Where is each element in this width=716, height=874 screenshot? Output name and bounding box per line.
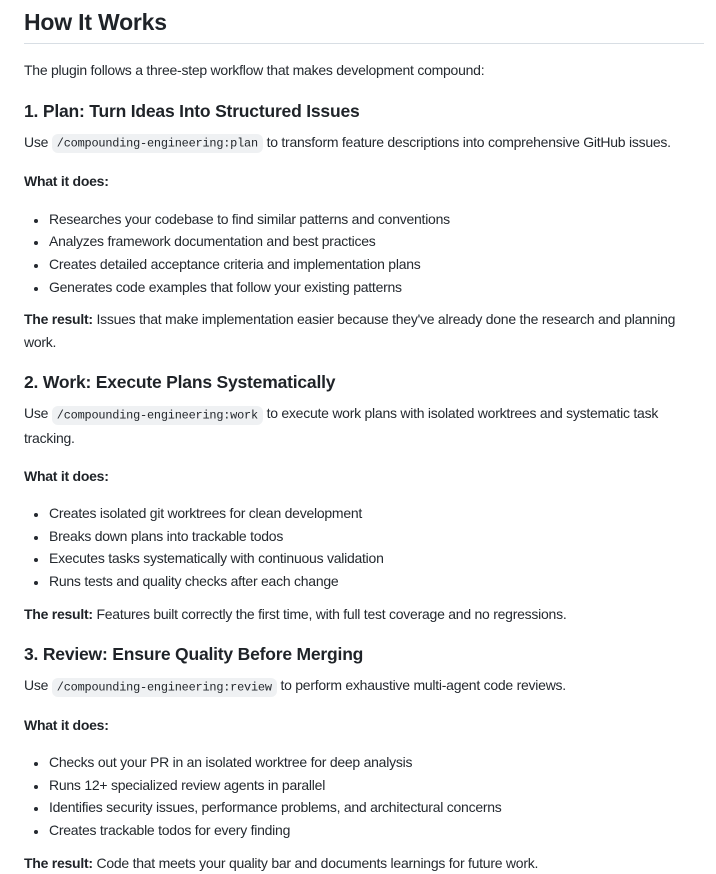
command-code: /compounding-engineering:review [52, 678, 277, 697]
what-it-does-label [24, 714, 704, 737]
bullet-item: • Creates trackable todos for every finding [48, 819, 704, 842]
result-text: Issues that make implementation easier because they've already done the research and planning work. [24, 311, 676, 350]
section-heading: 2. Work: Execute Plans Systematically [24, 372, 336, 393]
command-code: /compounding-engineering:plan [52, 134, 263, 153]
intro-paragraph: The plugin follows a three-step workflow that makes development compound: [24, 62, 485, 78]
what-it-does-label [24, 170, 704, 193]
what-it-does-text: What it does: [24, 716, 109, 733]
result-label: The result: [24, 605, 93, 622]
bullet-item: • Analyzes framework documentation and best practices [48, 230, 704, 253]
section-heading: 1. Plan: Turn Ideas Into Structured Issues [24, 100, 360, 121]
bullet-list [24, 502, 704, 592]
result-text: Features built correctly the first time, with full test coverage and no regressions. [96, 605, 567, 622]
command-paragraph [24, 674, 704, 699]
result-paragraph [24, 308, 704, 353]
bullet-item: • Creates isolated git worktrees for clean development [48, 502, 704, 525]
bullet-item: • Runs 12+ specialized review agents in parallel [48, 774, 704, 797]
use-label: Use [24, 405, 49, 422]
bullet-item: • Generates code examples that follow your existing patterns [48, 276, 704, 299]
command-code: /compounding-engineering:work [52, 406, 263, 425]
section-work [24, 371, 704, 625]
bullet-item: • Executes tasks systematically with continuous validation [48, 547, 704, 570]
result-paragraph [24, 603, 704, 626]
command-tail: to transform feature descriptions into comprehensive GitHub issues. [266, 133, 671, 150]
bullet-item: • Researches your codebase to find similar patterns and conventions [48, 208, 704, 231]
bullet-list [24, 751, 704, 841]
bullet-item: • Creates detailed acceptance criteria and implementation plans [48, 253, 704, 276]
bullet-list [24, 208, 704, 298]
page-title: How It Works [24, 8, 704, 44]
section-review [24, 643, 704, 874]
command-tail: to execute work plans with isolated worktrees and systematic task tracking. [24, 405, 659, 446]
what-it-does-text: What it does: [24, 467, 109, 484]
result-paragraph [24, 852, 704, 874]
bullet-item: • Runs tests and quality checks after each change [48, 570, 704, 593]
command-tail: to perform exhaustive multi-agent code reviews. [280, 677, 566, 694]
section-heading: 3. Review: Ensure Quality Before Merging [24, 644, 364, 665]
bullet-item: • Identifies security issues, performance problems, and architectural concerns [48, 796, 704, 819]
command-paragraph [24, 402, 704, 449]
use-label: Use [24, 677, 49, 694]
what-it-does-label [24, 465, 704, 488]
what-it-does-text: What it does: [24, 173, 109, 190]
section-plan [24, 100, 704, 354]
bullet-item: • Checks out your PR in an isolated worktree for deep analysis [48, 751, 704, 774]
command-paragraph [24, 131, 704, 156]
use-label: Use [24, 133, 49, 150]
result-label: The result: [24, 311, 93, 328]
bullet-item: • Breaks down plans into trackable todos [48, 525, 704, 548]
result-text: Code that meets your quality bar and documents learnings for future work. [96, 854, 539, 871]
result-label: The result: [24, 854, 93, 871]
